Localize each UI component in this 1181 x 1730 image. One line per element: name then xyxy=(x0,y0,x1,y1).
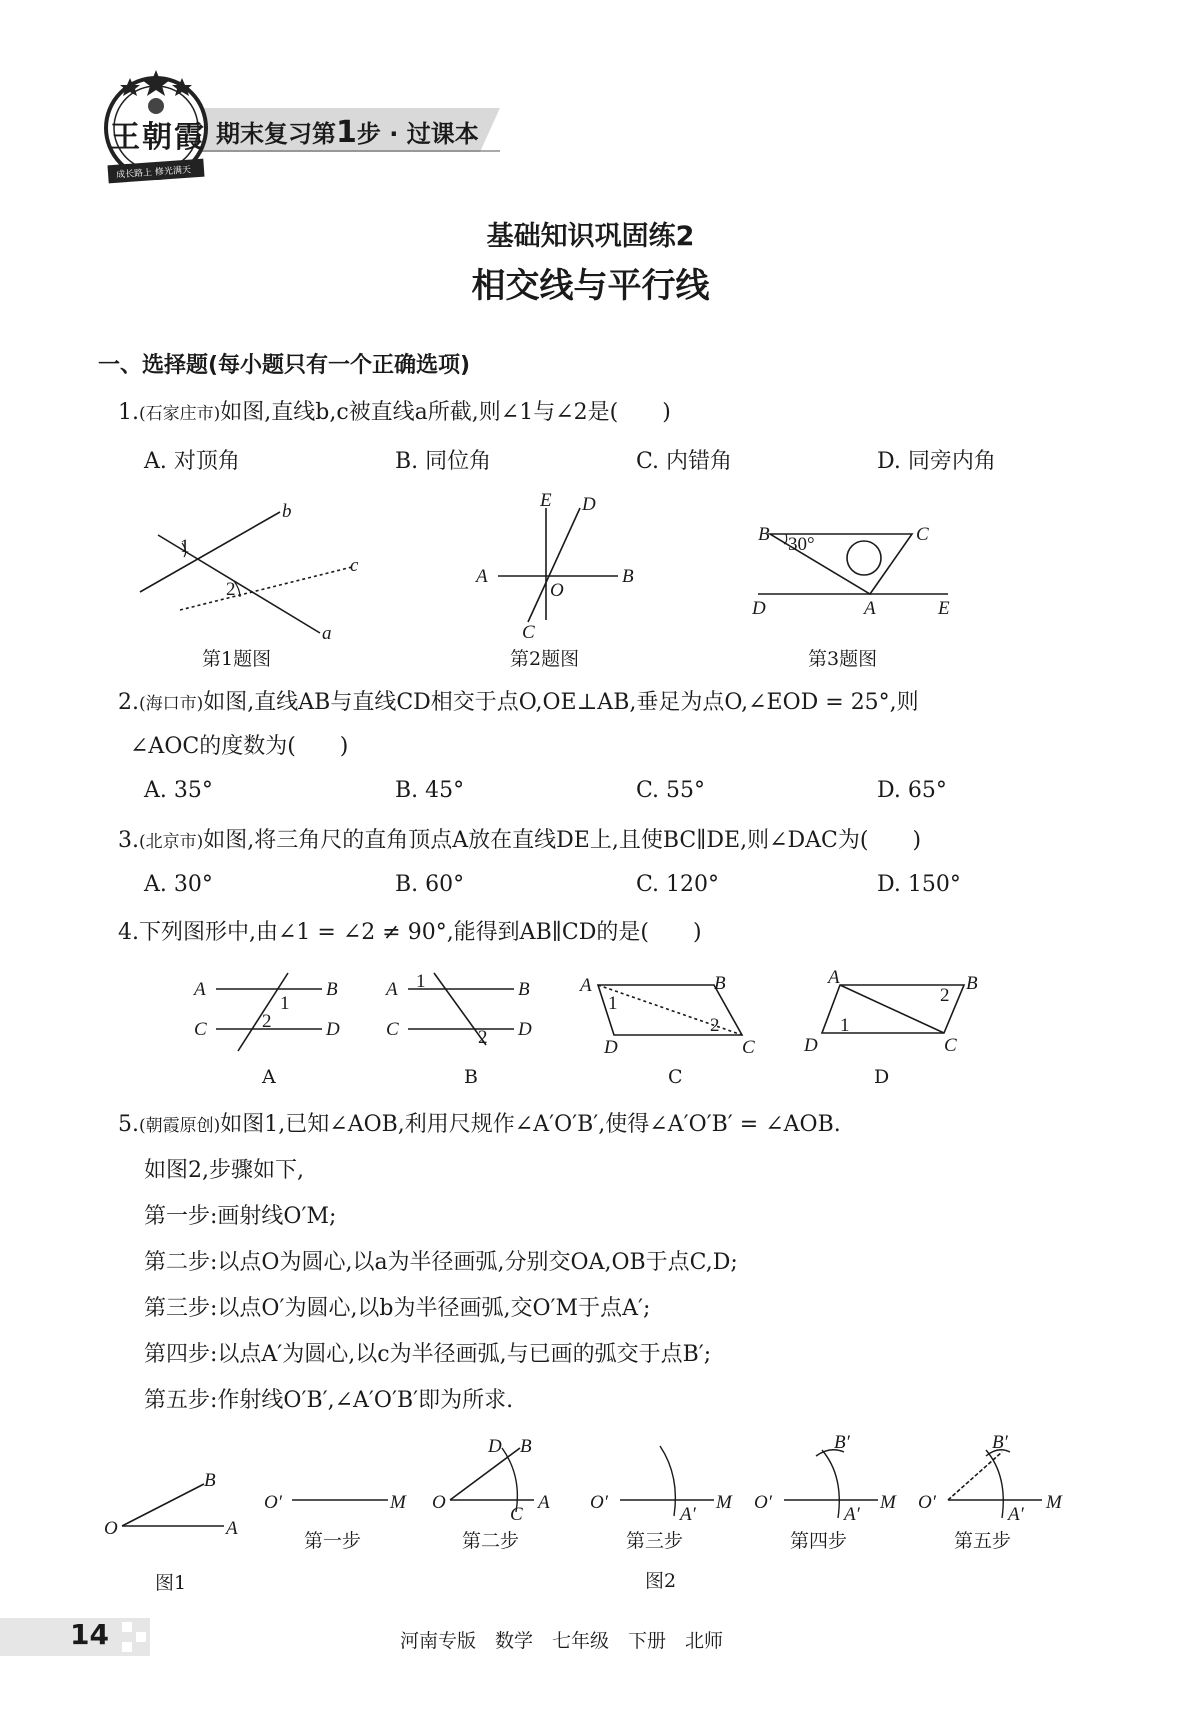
q5s5-label-o: O′ xyxy=(918,1492,936,1513)
figure-q1 xyxy=(130,495,380,645)
q5-caption-step1: 第一步 xyxy=(304,1530,362,1552)
figure-q5-step3 xyxy=(588,1436,738,1526)
q3-label-b: B xyxy=(758,524,770,545)
q1-option-c: C. 内错角 xyxy=(636,449,733,474)
figure-q4-a xyxy=(190,965,350,1055)
q1-label-c: c xyxy=(350,555,359,576)
footer-squares-icon xyxy=(120,1620,150,1654)
q5-step-2: 第二步:以点O为圆心,以a为半径画弧,分别交OA,OB于点C,D; xyxy=(144,1250,738,1275)
figure-caption-2: 第2题图 xyxy=(510,648,580,670)
q3-option-a: A. 30° xyxy=(144,872,213,897)
q4a-label-c: C xyxy=(194,1019,207,1040)
q3-label-e: E xyxy=(938,598,950,619)
q3-option-d: D. 150° xyxy=(877,872,961,897)
figure-q5-step5 xyxy=(916,1430,1076,1526)
q4b-label-b: B xyxy=(518,979,530,1000)
q4c-label-a: A xyxy=(580,975,592,996)
q5s3-label-a: A′ xyxy=(680,1504,696,1525)
q2-label-a: A xyxy=(476,566,488,587)
section-heading: 一、选择题(每小题只有一个正确选项) xyxy=(98,353,471,378)
q5-caption-step2: 第二步 xyxy=(462,1530,520,1552)
q4a-label-a: A xyxy=(194,979,206,1000)
q1-option-b: B. 同位角 xyxy=(395,449,492,474)
q5s1-label-o: O′ xyxy=(264,1492,282,1513)
q4d-angle-1: 1 xyxy=(840,1015,850,1036)
q5-caption-step5: 第五步 xyxy=(954,1530,1012,1552)
q3-label-a: A xyxy=(864,598,876,619)
q5s3-label-o: O′ xyxy=(590,1492,608,1513)
figure-caption-1: 第1题图 xyxy=(202,648,272,670)
q4a-label-d: D xyxy=(326,1019,340,1040)
q4c-label-d: D xyxy=(604,1037,618,1055)
q4c-label-c: C xyxy=(742,1037,755,1055)
q5s3-label-m: M xyxy=(716,1492,732,1513)
q4-fig-label-d: D xyxy=(874,1066,890,1088)
q4b-angle-1: 1 xyxy=(416,971,426,992)
q4d-angle-2: 2 xyxy=(940,985,950,1006)
question-2-cont: ∠AOC的度数为( ) xyxy=(130,734,349,759)
question-5: 5.(朝霞原创)如图1,已知∠AOB,利用尺规作∠A′O′B′,使得∠A′O′B′ = ∠AOB. xyxy=(118,1112,841,1137)
q2-label-c: C xyxy=(522,622,535,640)
q5s2-label-d: D xyxy=(488,1436,502,1457)
q4c-label-b: B xyxy=(714,973,726,994)
q4d-label-d: D xyxy=(804,1035,818,1055)
q5s1-label-m: M xyxy=(390,1492,406,1513)
q4d-label-c: C xyxy=(944,1035,957,1055)
series-title: 期末复习第1步 · 过课本 xyxy=(216,115,479,150)
q4b-angle-2: 2 xyxy=(478,1027,488,1048)
brand-slogan: 成长路上 修光满天 xyxy=(115,165,192,181)
q4b-label-d: D xyxy=(518,1019,532,1040)
brand-name: 王朝霞 xyxy=(110,120,206,155)
page-title: 相交线与平行线 xyxy=(471,266,710,306)
q5s2-label-a: A xyxy=(538,1492,550,1513)
q3-option-c: C. 120° xyxy=(636,872,720,897)
page-number: 14 xyxy=(70,1618,109,1651)
q1-angle-1: 1 xyxy=(180,536,190,557)
q5-fig2-caption: 图2 xyxy=(645,1570,677,1592)
figure-q3 xyxy=(752,520,972,635)
q2-label-b: B xyxy=(622,566,634,587)
q1-option-a: A. 对顶角 xyxy=(144,449,240,474)
q1-label-b: b xyxy=(282,501,292,522)
q2-label-o: O xyxy=(550,580,564,601)
q2-option-b: B. 45° xyxy=(395,778,465,803)
q3-option-b: B. 60° xyxy=(395,872,465,897)
q4a-label-b: B xyxy=(326,979,338,1000)
q1-label-a: a xyxy=(322,623,332,644)
q4-fig-label-b: B xyxy=(464,1066,478,1088)
q2-option-d: D. 65° xyxy=(877,778,947,803)
q3-label-d: D xyxy=(752,598,766,619)
q5-fig1-caption: 图1 xyxy=(155,1572,187,1594)
figure-q4-c xyxy=(574,965,764,1055)
figure-q5-step4 xyxy=(752,1430,902,1526)
q5s5-label-a: A′ xyxy=(1008,1504,1024,1525)
q1-option-d: D. 同旁内角 xyxy=(877,449,996,474)
q5s2-label-c: C xyxy=(510,1504,523,1525)
q5-step-1: 第一步:画射线O′M; xyxy=(144,1204,337,1229)
q5s5-label-m: M xyxy=(1046,1492,1062,1513)
q5s4-label-b: B′ xyxy=(834,1432,850,1453)
q1-angle-2: 2 xyxy=(226,579,236,600)
q5-caption-step4: 第四步 xyxy=(790,1530,848,1552)
q5f1-label-o: O xyxy=(104,1518,118,1539)
q5f1-label-b: B xyxy=(204,1470,216,1491)
question-4: 4.下列图形中,由∠1 = ∠2 ≠ 90°,能得到AB∥CD的是( ) xyxy=(118,920,702,945)
q5-step-3: 第三步:以点O′为圆心,以b为半径画弧,交O′M于点A′; xyxy=(144,1296,651,1321)
q5-step-intro: 如图2,步骤如下, xyxy=(144,1158,304,1183)
q5-step-5: 第五步:作射线O′B′,∠A′O′B′即为所求. xyxy=(144,1388,514,1413)
figure-q2 xyxy=(468,490,638,640)
footer-info: 河南专版 数学 七年级 下册 北师 xyxy=(400,1630,724,1652)
q5s5-label-b: B′ xyxy=(992,1432,1008,1453)
title-line1: 基础知识巩固练2 xyxy=(486,221,695,252)
q4d-label-a: A xyxy=(828,967,840,988)
q4a-angle-2: 2 xyxy=(262,1011,272,1032)
figure-q5-step1 xyxy=(262,1470,412,1520)
q5f1-label-a: A xyxy=(226,1518,238,1539)
q3-angle-30: 30° xyxy=(788,534,815,555)
q4d-label-b: B xyxy=(966,973,978,994)
q2-option-c: C. 55° xyxy=(636,778,706,803)
q5s4-label-m: M xyxy=(880,1492,896,1513)
q4-fig-label-c: C xyxy=(668,1066,683,1088)
q2-option-a: A. 35° xyxy=(144,778,213,803)
q4c-angle-2: 2 xyxy=(710,1015,720,1036)
figure-q5-fig1 xyxy=(100,1470,250,1540)
question-2: 2.(海口市)如图,直线AB与直线CD相交于点O,OE⊥AB,垂足为点O,∠EOD = 25°,则 xyxy=(118,690,919,715)
q2-label-e: E xyxy=(540,490,552,511)
figure-q5-step2 xyxy=(430,1436,570,1526)
question-1: 1.(石家庄市)如图,直线b,c被直线a所截,则∠1与∠2是( ) xyxy=(118,400,671,425)
q5-step-4: 第四步:以点A′为圆心,以c为半径画弧,与已画的弧交于点B′; xyxy=(144,1342,712,1367)
q5-caption-step3: 第三步 xyxy=(626,1530,684,1552)
figure-q4-b xyxy=(382,965,542,1055)
q4-fig-label-a: A xyxy=(262,1066,276,1088)
q4b-label-a: A xyxy=(386,979,398,1000)
q5s2-label-b: B xyxy=(520,1436,532,1457)
q4b-label-c: C xyxy=(386,1019,399,1040)
figure-caption-3: 第3题图 xyxy=(808,648,878,670)
figure-q4-d xyxy=(800,965,990,1055)
q2-label-d: D xyxy=(582,494,596,515)
q4c-angle-1: 1 xyxy=(608,993,618,1014)
q3-label-c: C xyxy=(916,524,929,545)
q5s4-label-a: A′ xyxy=(844,1504,860,1525)
q5s2-label-o: O xyxy=(432,1492,446,1513)
question-3: 3.(北京市)如图,将三角尺的直角顶点A放在直线DE上,且使BC∥DE,则∠DAC为( ) xyxy=(118,828,922,853)
q5s4-label-o: O′ xyxy=(754,1492,772,1513)
q4a-angle-1: 1 xyxy=(280,993,290,1014)
